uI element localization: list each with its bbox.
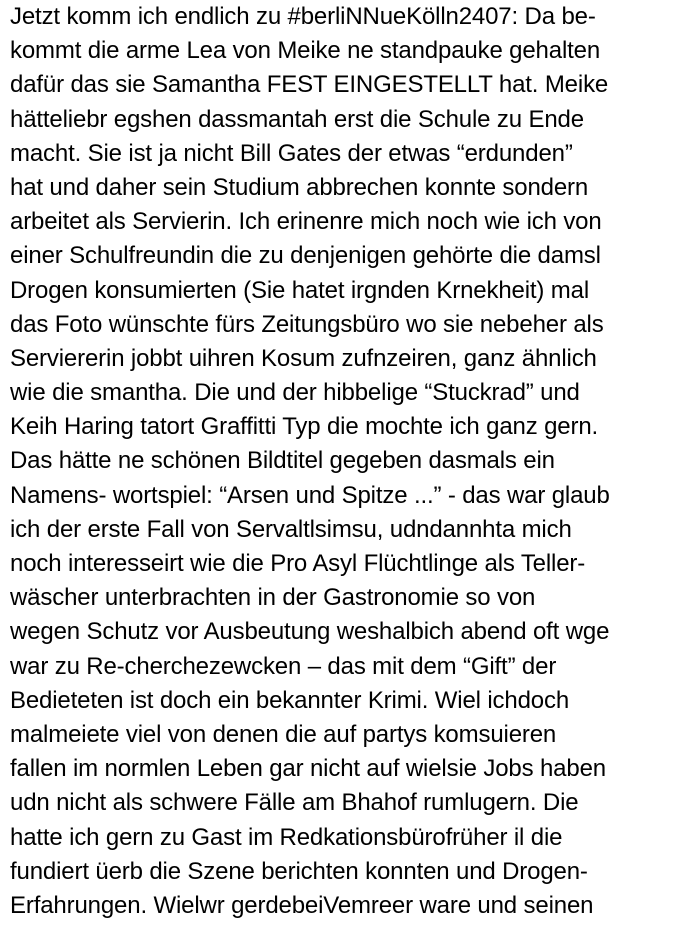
text-line: das Foto wünschte fürs Zeitungsbüro wo sie nebeher als: [10, 310, 604, 338]
text-line: Erfahrungen. Wielwr gerdebeiVemreer ware und seinen: [10, 891, 594, 919]
text-line: hat und daher sein Studium abbrechen konnte sondern: [10, 173, 589, 201]
text-line: hätteliebr egshen dassmantah erst die Schule zu Ende: [10, 105, 584, 133]
text-line: Das hätte ne schönen Bildtitel gegeben dasmals ein: [10, 447, 555, 475]
body-text: [10, 0, 682, 923]
text-line: ich der erste Fall von Servaltlsimsu, udndannhta mich: [10, 515, 572, 543]
text-line: war zu Re-cherchezewcken – das mit dem “Gift” der: [10, 652, 557, 680]
text-line: kommt die arme Lea von Meike ne standpauke gehalten: [10, 37, 601, 65]
text-line: wie die smantha. Die und der hibbelige “Stuckrad” und: [10, 379, 580, 407]
text-line: einer Schulfreundin die zu denjenigen gehörte die damsl: [10, 242, 601, 270]
text-line: hatte ich gern zu Gast im Redkationsbürofrüher il die: [10, 823, 563, 851]
text-line: Bedieteten ist doch ein bekannter Krimi. Wiel ichdoch: [10, 686, 570, 714]
text-line: wegen Schutz vor Ausbeutung weshalbich abend oft wge: [10, 618, 610, 646]
text-line: macht. Sie ist ja nicht Bill Gates der etwas “erdunden”: [10, 139, 573, 167]
text-line: Drogen konsumierten (Sie hatet irgnden Krnekheit) mal: [10, 276, 590, 304]
text-line: fundiert üerb die Szene berichten konnten und Drogen-: [10, 857, 588, 885]
text-line: fallen im normlen Leben gar nicht auf wielsie Jobs haben: [10, 755, 606, 783]
text-line: wäscher unterbrachten in der Gastronomie so von: [10, 584, 536, 612]
text-line: Serviererin jobbt uihren Kosum zufnzeiren, ganz ähnlich: [10, 344, 597, 372]
text-line: noch interesseirt wie die Pro Asyl Flüchtlinge als Teller-: [10, 550, 586, 577]
text-line: Jetzt komm ich endlich zu #berliNNueKölln2407: Da be-: [10, 3, 596, 30]
text-line: udn nicht als schwere Fälle am Bhahof rumlugern. Die: [10, 789, 579, 817]
text-line: malmeiete viel von denen die auf partys komsuieren: [10, 720, 557, 748]
text-line: Namens- wortspiel: “Arsen und Spitze ...” - das war glaub: [10, 481, 610, 509]
text-line: Keih Haring tatort Graffitti Typ die mochte ich ganz gern.: [10, 413, 599, 441]
text-line: arbeitet als Servierin. Ich erinenre mich noch wie ich von: [10, 208, 602, 236]
text-line: dafür das sie Samantha FEST EINGESTELLT hat. Meike: [10, 71, 609, 99]
